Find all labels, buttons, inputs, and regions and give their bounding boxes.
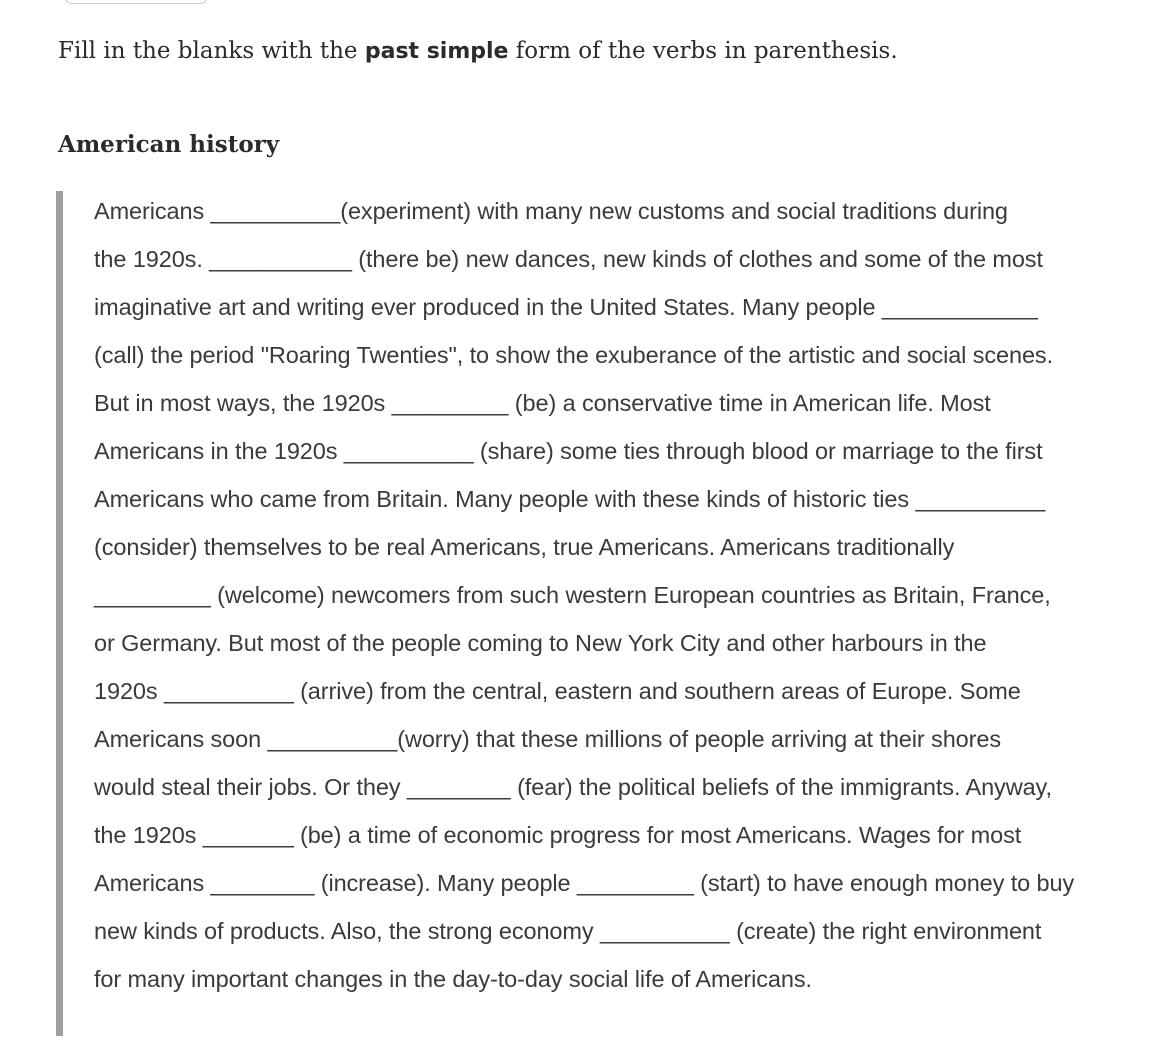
exercise-line: Americans in the 1920s __________ (share) some ties through blood or marriage to the first: [94, 438, 1043, 464]
section-title: American history: [58, 131, 280, 158]
exercise-line: imaginative art and writing ever produced in the United States. Many people ____________: [94, 294, 1038, 320]
exercise-line: new kinds of products. Also, the strong economy __________ (create) the right environment: [94, 918, 1042, 944]
exercise-line: would steal their jobs. Or they ________ (fear) the political beliefs of the immigrants. Anyway,: [94, 774, 1052, 800]
exercise-line: Americans soon __________(worry) that these millions of people arriving at their shores: [94, 726, 1001, 752]
instructions-emphasis: past simple: [364, 39, 509, 64]
exercise-line: (call) the period "Roaring Twenties", to show the exuberance of the artistic and social scenes.: [94, 342, 1054, 368]
instructions: [58, 34, 898, 69]
exercise-line: for many important changes in the day-to-day social life of Americans.: [94, 966, 812, 992]
exercise-line: Americans who came from Britain. Many people with these kinds of historic ties __________: [94, 486, 1046, 512]
exercise-line: the 1920s. ___________ (there be) new dances, new kinds of clothes and some of the most: [94, 246, 1043, 272]
instructions-prefix: Fill in the blanks with the: [58, 38, 365, 64]
exercise-line: (consider) themselves to be real Americans, true Americans. Americans traditionally: [94, 534, 955, 560]
exercise-line: the 1920s _______ (be) a time of economic progress for most Americans. Wages for most: [94, 822, 1022, 848]
exercise-line: _________ (welcome) newcomers from such western European countries as Britain, France,: [94, 582, 1051, 608]
exercise-text: [94, 187, 1157, 1003]
exercise-blockquote: [56, 191, 1136, 1036]
exercise-line: Americans ________ (increase). Many people _________ (start) to have enough money to buy: [94, 870, 1075, 896]
exercise-line: or Germany. But most of the people coming to New York City and other harbours in the: [94, 630, 987, 656]
exercise-line: Americans __________(experiment) with many new customs and social traditions during: [94, 198, 1008, 224]
instructions-suffix: form of the verbs in parenthesis.: [508, 38, 898, 64]
top-button[interactable]: [64, 0, 208, 4]
exercise-line: 1920s __________ (arrive) from the central, eastern and southern areas of Europe. Some: [94, 678, 1021, 704]
exercise-line: But in most ways, the 1920s _________ (be) a conservative time in American life. Most: [94, 390, 991, 416]
